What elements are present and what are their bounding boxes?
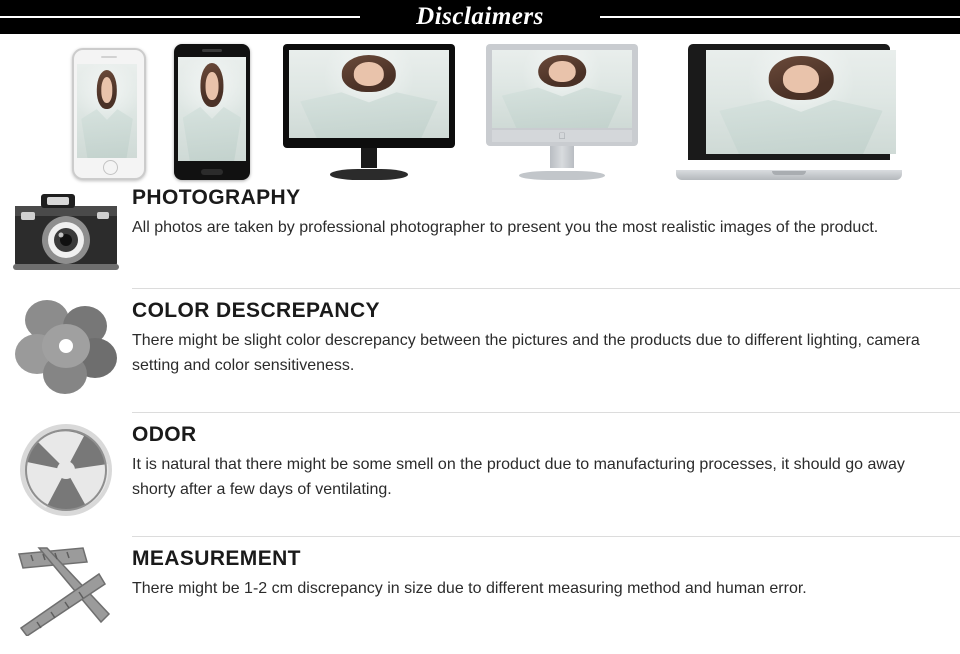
black-monitor-screen	[289, 50, 449, 138]
model-tie	[210, 134, 215, 161]
section-odor	[0, 412, 960, 536]
imac-bezel	[486, 44, 638, 146]
model-photo	[77, 64, 137, 158]
home-button-icon	[201, 169, 223, 175]
section-text: There might be slight color descrepancy between the pictures and the products due to different lighting, camera setting and color sensitiveness.	[132, 332, 920, 374]
model-tie	[363, 115, 374, 138]
model-photo	[492, 50, 632, 128]
laptop-screen	[706, 50, 896, 154]
page-title	[0, 0, 960, 34]
model-face	[206, 72, 219, 100]
model-photo	[289, 50, 449, 138]
model-face	[783, 65, 819, 93]
laptop-lid	[688, 44, 890, 160]
device-showcase-strip	[0, 34, 960, 180]
device-imac-monitor	[486, 44, 638, 180]
photography-icon-cell	[0, 180, 132, 274]
color-palette-icon	[13, 296, 119, 396]
section-measurement	[0, 536, 960, 654]
color-icon-cell	[0, 288, 132, 396]
device-laptop	[676, 44, 902, 180]
imac-stand-neck	[550, 146, 574, 168]
imac-screen	[492, 50, 632, 128]
odor-icon-cell	[0, 412, 132, 520]
model-tie	[105, 134, 109, 158]
device-white-smartphone	[72, 48, 146, 180]
model-shirt	[100, 126, 113, 158]
model-shirt	[780, 119, 822, 154]
section-color-descrepancy	[0, 288, 960, 412]
phone-speaker-icon	[202, 49, 222, 52]
model-face	[354, 62, 384, 86]
section-title: MEASUREMENT	[132, 547, 301, 570]
page-title-text: Disclaimers	[402, 3, 558, 30]
model-photo	[178, 57, 246, 161]
section-text: It is natural that there might be some smell on the product due to manufacturing processes, it should go away shorty after a few days of ventilating.	[132, 456, 905, 498]
home-button-icon	[103, 160, 118, 175]
odor-body	[132, 412, 960, 515]
monitor-stand-base	[330, 169, 408, 180]
section-title: COLOR DESCREPANCY	[132, 299, 380, 322]
model-photo	[706, 50, 896, 154]
monitor-stand-neck	[361, 148, 377, 168]
apple-logo-icon	[492, 130, 632, 142]
model-tie	[557, 108, 567, 128]
section-text: All photos are taken by professional photographer to present you the most realistic images of the product.	[132, 219, 879, 236]
header-banner	[0, 0, 960, 34]
photography-body	[132, 180, 960, 253]
white-smartphone-screen	[77, 64, 137, 158]
imac-stand-base	[519, 171, 605, 180]
phone-speaker-icon	[101, 56, 117, 58]
model-face	[549, 61, 576, 82]
section-text: There might be 1-2 cm discrepancy in size due to different measuring method and human error.	[132, 580, 807, 597]
measurement-body	[132, 536, 960, 614]
laptop-notch	[772, 171, 806, 175]
model-shirt	[547, 101, 578, 128]
section-photography	[0, 180, 960, 288]
device-black-monitor	[283, 44, 455, 180]
measurement-icon-cell	[0, 536, 132, 636]
ruler-measure-icon	[13, 544, 119, 636]
section-title: ODOR	[132, 423, 197, 446]
disclaimer-sections	[0, 180, 960, 654]
section-title: PHOTOGRAPHY	[132, 186, 301, 209]
model-shirt	[205, 126, 220, 161]
model-face	[101, 77, 112, 102]
device-black-smartphone	[174, 44, 250, 180]
model-shirt	[351, 108, 386, 138]
odor-hazard-icon	[16, 420, 116, 520]
model-tie	[794, 127, 807, 154]
color-body	[132, 288, 960, 391]
monitor-bezel	[283, 44, 455, 148]
black-smartphone-screen	[178, 57, 246, 161]
camera-icon	[11, 188, 121, 274]
